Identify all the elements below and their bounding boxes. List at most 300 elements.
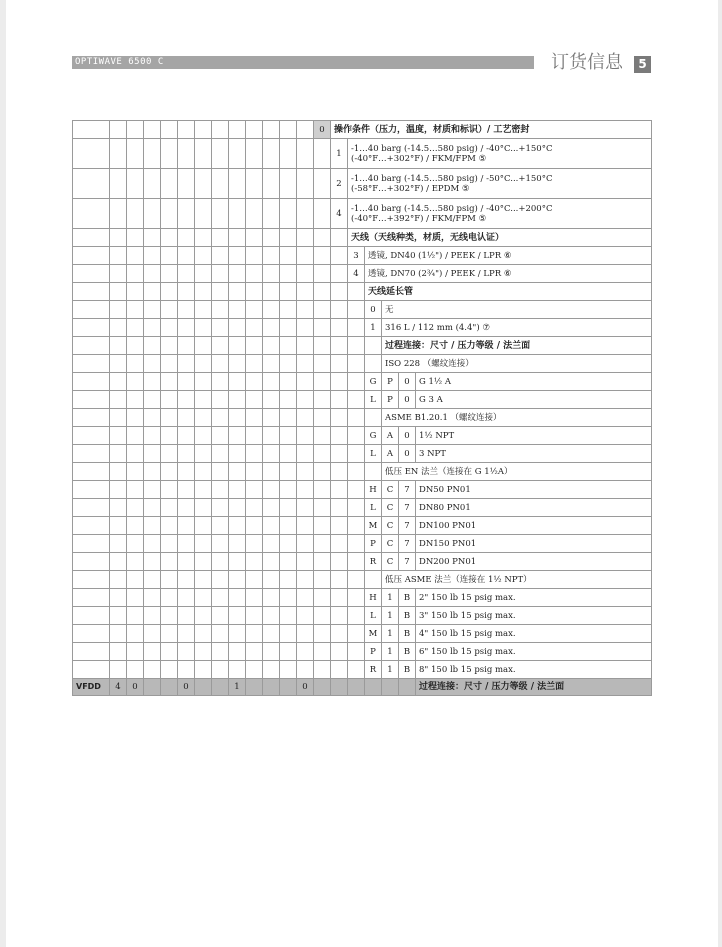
empty-code-cell (178, 535, 195, 553)
empty-code-cell (212, 169, 229, 199)
empty-code-cell (195, 373, 212, 391)
empty-code-cell (212, 589, 229, 607)
empty-code-cell (314, 553, 331, 571)
empty-code-cell (212, 607, 229, 625)
table-row (73, 463, 652, 481)
option-description: G 3 A (416, 391, 652, 409)
model-cell-empty (73, 589, 110, 607)
empty-code-cell (246, 355, 263, 373)
empty-code-cell (127, 355, 144, 373)
empty-code-cell (348, 391, 365, 409)
empty-code-cell (263, 517, 280, 535)
empty-code-cell (280, 661, 297, 679)
empty-code-cell (297, 553, 314, 571)
connection-code-2: 1 (382, 661, 399, 679)
empty-code-cell (314, 607, 331, 625)
empty-code-cell (246, 283, 263, 301)
empty-code-cell (263, 571, 280, 589)
empty-code-cell (110, 445, 127, 463)
empty-code-cell (110, 499, 127, 517)
empty-code-cell (314, 301, 331, 319)
empty-code-cell (110, 643, 127, 661)
option-description (348, 199, 652, 229)
empty-code-cell (263, 463, 280, 481)
empty-code-cell (161, 283, 178, 301)
empty-code-cell (297, 643, 314, 661)
connection-code-1: G (365, 427, 382, 445)
connection-code-3: 0 (399, 391, 416, 409)
order-code-summary-row (73, 679, 652, 696)
table-row (73, 169, 652, 199)
model-cell-empty (73, 229, 110, 247)
empty-code-cell (144, 517, 161, 535)
empty-code-cell (195, 607, 212, 625)
empty-code-cell (263, 625, 280, 643)
empty-code-cell (144, 481, 161, 499)
empty-code-cell (195, 265, 212, 283)
empty-code-cell (348, 427, 365, 445)
model-cell-empty (73, 517, 110, 535)
empty-code-cell (110, 301, 127, 319)
empty-code-cell (161, 199, 178, 229)
empty-code-cell (246, 517, 263, 535)
model-cell-empty (73, 535, 110, 553)
summary-code-cell (195, 679, 212, 696)
empty-code-cell (297, 199, 314, 229)
empty-code-cell (161, 643, 178, 661)
header-section-title: 订货信息 (551, 52, 623, 73)
empty-code-cell (348, 517, 365, 535)
empty-code-cell (110, 355, 127, 373)
empty-code-cell (229, 517, 246, 535)
empty-code-cell (127, 427, 144, 445)
empty-code-cell (297, 301, 314, 319)
empty-code-cell (246, 319, 263, 337)
empty-code-cell (331, 661, 348, 679)
table-row (73, 553, 652, 571)
empty-code-cell (127, 463, 144, 481)
empty-code-cell (212, 463, 229, 481)
empty-code-cell (195, 463, 212, 481)
empty-code-cell (314, 481, 331, 499)
empty-code-cell (331, 427, 348, 445)
empty-code-cell (195, 247, 212, 265)
empty-code-cell (331, 553, 348, 571)
table-row (73, 589, 652, 607)
empty-code-cell (110, 535, 127, 553)
empty-code-cell (229, 301, 246, 319)
empty-code-cell (314, 139, 331, 169)
empty-code-cell (212, 499, 229, 517)
empty-code-cell (127, 589, 144, 607)
connection-code-3: 7 (399, 499, 416, 517)
empty-code-cell (229, 409, 246, 427)
description-line: (-40°F…+392°F) / FKM/FPM ⑤ (351, 213, 487, 224)
empty-code-cell (246, 643, 263, 661)
empty-code-cell (127, 265, 144, 283)
empty-code-cell (280, 199, 297, 229)
connection-code-1: P (365, 535, 382, 553)
table-row (73, 265, 652, 283)
option-code-cell: 1 (365, 319, 382, 337)
empty-code-cell (263, 643, 280, 661)
empty-code-cell (229, 169, 246, 199)
empty-code-cell (246, 373, 263, 391)
connection-code-2: P (382, 391, 399, 409)
group-title: ASME B1.20.1 （螺纹连接） (382, 409, 652, 427)
option-description: 4" 150 lb 15 psig max. (416, 625, 652, 643)
empty-code-cell (331, 499, 348, 517)
empty-code-cell (178, 199, 195, 229)
empty-code-cell (161, 265, 178, 283)
empty-code-cell (246, 427, 263, 445)
empty-code-cell (314, 589, 331, 607)
empty-code-cell (195, 571, 212, 589)
option-description: DN100 PN01 (416, 517, 652, 535)
section-header-antenna: 天线（天线种类，材质，无线电认证） (348, 229, 652, 247)
empty-code-cell (144, 607, 161, 625)
connection-code-1: L (365, 607, 382, 625)
empty-code-cell (263, 355, 280, 373)
empty-code-cell (229, 229, 246, 247)
empty-code-cell (178, 121, 195, 139)
empty-code-cell (297, 535, 314, 553)
empty-code-cell (229, 337, 246, 355)
model-cell-empty (73, 265, 110, 283)
empty-code-cell (314, 625, 331, 643)
empty-code-cell (331, 337, 348, 355)
empty-code-cell (110, 337, 127, 355)
empty-code-cell (229, 283, 246, 301)
connection-code-2: C (382, 499, 399, 517)
empty-code-cell (178, 661, 195, 679)
option-code-cell: 4 (348, 265, 365, 283)
model-cell-empty (73, 373, 110, 391)
empty-code-cell (212, 319, 229, 337)
empty-code-cell (331, 445, 348, 463)
empty-code-cell (127, 139, 144, 169)
empty-code-cell (280, 121, 297, 139)
model-cell-empty (73, 247, 110, 265)
empty-code-cell (348, 553, 365, 571)
empty-code-cell (280, 625, 297, 643)
connection-code-1: L (365, 445, 382, 463)
empty-code-cell (178, 427, 195, 445)
empty-code-cell (110, 265, 127, 283)
empty-code-cell (348, 625, 365, 643)
header-product-name: OPTIWAVE 6500 C (75, 57, 164, 67)
empty-code-cell (331, 517, 348, 535)
empty-code-cell (161, 517, 178, 535)
connection-code-3: 7 (399, 535, 416, 553)
empty-code-cell (229, 535, 246, 553)
empty-code-cell (110, 373, 127, 391)
empty-code-cell (263, 607, 280, 625)
empty-code-cell (348, 301, 365, 319)
empty-code-cell (263, 283, 280, 301)
empty-code-cell (280, 427, 297, 445)
empty-code-cell (195, 499, 212, 517)
empty-code-cell (263, 229, 280, 247)
empty-code-cell (229, 571, 246, 589)
empty-code-cell (127, 337, 144, 355)
empty-code-cell (144, 337, 161, 355)
empty-code-cell (297, 427, 314, 445)
table-row (73, 247, 652, 265)
empty-code-cell (331, 571, 348, 589)
empty-code-cell (161, 499, 178, 517)
empty-code-cell (246, 229, 263, 247)
empty-code-cell (110, 391, 127, 409)
empty-code-cell (127, 643, 144, 661)
empty-code-cell (161, 355, 178, 373)
description-line: (-58°F…+302°F) / EPDM ⑤ (351, 183, 470, 194)
empty-code-cell (195, 337, 212, 355)
model-cell-empty (73, 607, 110, 625)
empty-code-cell (161, 427, 178, 445)
empty-code-cell (365, 337, 382, 355)
empty-code-cell (127, 535, 144, 553)
empty-code-cell (348, 355, 365, 373)
empty-code-cell (280, 283, 297, 301)
empty-code-cell (280, 139, 297, 169)
summary-code-cell (331, 679, 348, 696)
option-description (348, 169, 652, 199)
empty-code-cell (348, 283, 365, 301)
empty-code-cell (161, 301, 178, 319)
empty-code-cell (263, 199, 280, 229)
empty-code-cell (144, 499, 161, 517)
model-cell-empty (73, 391, 110, 409)
empty-code-cell (331, 643, 348, 661)
table-row (73, 391, 652, 409)
empty-code-cell (144, 265, 161, 283)
empty-code-cell (280, 247, 297, 265)
empty-code-cell (178, 139, 195, 169)
model-cell-empty (73, 355, 110, 373)
empty-code-cell (314, 517, 331, 535)
empty-code-cell (178, 169, 195, 199)
empty-code-cell (178, 337, 195, 355)
model-cell-empty (73, 481, 110, 499)
empty-code-cell (314, 409, 331, 427)
empty-code-cell (178, 553, 195, 571)
summary-code-cell: 0 (127, 679, 144, 696)
empty-code-cell (144, 391, 161, 409)
empty-code-cell (348, 589, 365, 607)
empty-code-cell (144, 301, 161, 319)
empty-code-cell (212, 337, 229, 355)
empty-code-cell (161, 319, 178, 337)
empty-code-cell (110, 283, 127, 301)
empty-code-cell (280, 319, 297, 337)
empty-code-cell (212, 409, 229, 427)
empty-code-cell (144, 199, 161, 229)
empty-code-cell (297, 355, 314, 373)
empty-code-cell (348, 661, 365, 679)
summary-code-cell (399, 679, 416, 696)
empty-code-cell (229, 499, 246, 517)
option-description: 6" 150 lb 15 psig max. (416, 643, 652, 661)
empty-code-cell (263, 661, 280, 679)
empty-code-cell (263, 337, 280, 355)
empty-code-cell (127, 319, 144, 337)
empty-code-cell (297, 373, 314, 391)
empty-code-cell (195, 661, 212, 679)
connection-code-2: C (382, 517, 399, 535)
empty-code-cell (195, 391, 212, 409)
table-row (73, 319, 652, 337)
empty-code-cell (127, 169, 144, 199)
connection-code-3: 7 (399, 517, 416, 535)
empty-code-cell (212, 445, 229, 463)
empty-code-cell (110, 199, 127, 229)
option-code-cell: 0 (365, 301, 382, 319)
summary-code-cell: 0 (178, 679, 195, 696)
empty-code-cell (144, 283, 161, 301)
empty-code-cell (246, 463, 263, 481)
empty-code-cell (144, 661, 161, 679)
empty-code-cell (280, 265, 297, 283)
empty-code-cell (195, 535, 212, 553)
empty-code-cell (144, 229, 161, 247)
empty-code-cell (161, 535, 178, 553)
order-code-grid (72, 120, 652, 696)
empty-code-cell (178, 571, 195, 589)
empty-code-cell (280, 169, 297, 199)
empty-code-cell (297, 265, 314, 283)
summary-code-cell (246, 679, 263, 696)
table-row (73, 625, 652, 643)
empty-code-cell (144, 427, 161, 445)
table-row (73, 661, 652, 679)
empty-code-cell (297, 607, 314, 625)
empty-code-cell (195, 643, 212, 661)
empty-code-cell (195, 283, 212, 301)
empty-code-cell (161, 625, 178, 643)
empty-code-cell (229, 247, 246, 265)
empty-code-cell (280, 229, 297, 247)
empty-code-cell (229, 445, 246, 463)
empty-code-cell (314, 499, 331, 517)
empty-code-cell (178, 373, 195, 391)
empty-code-cell (297, 139, 314, 169)
option-description: 无 (382, 301, 652, 319)
summary-code-cell: 4 (110, 679, 127, 696)
empty-code-cell (212, 373, 229, 391)
empty-code-cell (144, 625, 161, 643)
connection-code-3: 0 (399, 427, 416, 445)
empty-code-cell (161, 607, 178, 625)
empty-code-cell (246, 391, 263, 409)
empty-code-cell (110, 661, 127, 679)
table-row (73, 445, 652, 463)
empty-code-cell (178, 301, 195, 319)
empty-code-cell (212, 265, 229, 283)
empty-code-cell (161, 373, 178, 391)
empty-code-cell (314, 355, 331, 373)
empty-code-cell (212, 427, 229, 445)
empty-code-cell (348, 409, 365, 427)
empty-code-cell (144, 571, 161, 589)
connection-code-3: 0 (399, 445, 416, 463)
empty-code-cell (348, 607, 365, 625)
empty-code-cell (331, 481, 348, 499)
connection-code-1: H (365, 589, 382, 607)
empty-code-cell (314, 319, 331, 337)
empty-code-cell (178, 643, 195, 661)
empty-code-cell (144, 319, 161, 337)
empty-code-cell (246, 445, 263, 463)
empty-code-cell (127, 391, 144, 409)
table-row (73, 355, 652, 373)
empty-code-cell (127, 481, 144, 499)
connection-code-3: 0 (399, 373, 416, 391)
empty-code-cell (314, 643, 331, 661)
empty-code-cell (110, 607, 127, 625)
empty-code-cell (110, 589, 127, 607)
empty-code-cell (195, 553, 212, 571)
page-edge-left (0, 0, 6, 947)
description-line: -1…40 barg (-14.5…580 psig) / -40°C...+150°C (351, 143, 553, 154)
empty-code-cell (144, 121, 161, 139)
empty-code-cell (331, 463, 348, 481)
empty-code-cell (229, 427, 246, 445)
empty-code-cell (246, 169, 263, 199)
model-cell-empty (73, 499, 110, 517)
model-cell-empty (73, 445, 110, 463)
empty-code-cell (212, 139, 229, 169)
empty-code-cell (263, 301, 280, 319)
empty-code-cell (280, 607, 297, 625)
empty-code-cell (110, 571, 127, 589)
empty-code-cell (280, 337, 297, 355)
empty-code-cell (195, 625, 212, 643)
empty-code-cell (263, 589, 280, 607)
empty-code-cell (246, 607, 263, 625)
empty-code-cell (297, 247, 314, 265)
empty-code-cell (348, 643, 365, 661)
connection-code-2: C (382, 481, 399, 499)
empty-code-cell (127, 301, 144, 319)
empty-code-cell (144, 463, 161, 481)
empty-code-cell (365, 409, 382, 427)
empty-code-cell (161, 139, 178, 169)
empty-code-cell (246, 625, 263, 643)
group-title: 低压 EN 法兰（连接在 G 1½A） (382, 463, 652, 481)
empty-code-cell (144, 169, 161, 199)
empty-code-cell (212, 571, 229, 589)
table-row (73, 427, 652, 445)
empty-code-cell (263, 247, 280, 265)
empty-code-cell (212, 517, 229, 535)
summary-code-cell (365, 679, 382, 696)
empty-code-cell (263, 319, 280, 337)
empty-code-cell (178, 265, 195, 283)
empty-code-cell (195, 589, 212, 607)
empty-code-cell (229, 481, 246, 499)
empty-code-cell (161, 589, 178, 607)
model-cell-empty (73, 283, 110, 301)
empty-code-cell (127, 445, 144, 463)
empty-code-cell (178, 391, 195, 409)
empty-code-cell (161, 571, 178, 589)
empty-code-cell (280, 445, 297, 463)
connection-code-1: R (365, 553, 382, 571)
summary-label: 过程连接：尺寸 / 压力等级 / 法兰面 (416, 679, 652, 696)
empty-code-cell (297, 517, 314, 535)
empty-code-cell (127, 121, 144, 139)
